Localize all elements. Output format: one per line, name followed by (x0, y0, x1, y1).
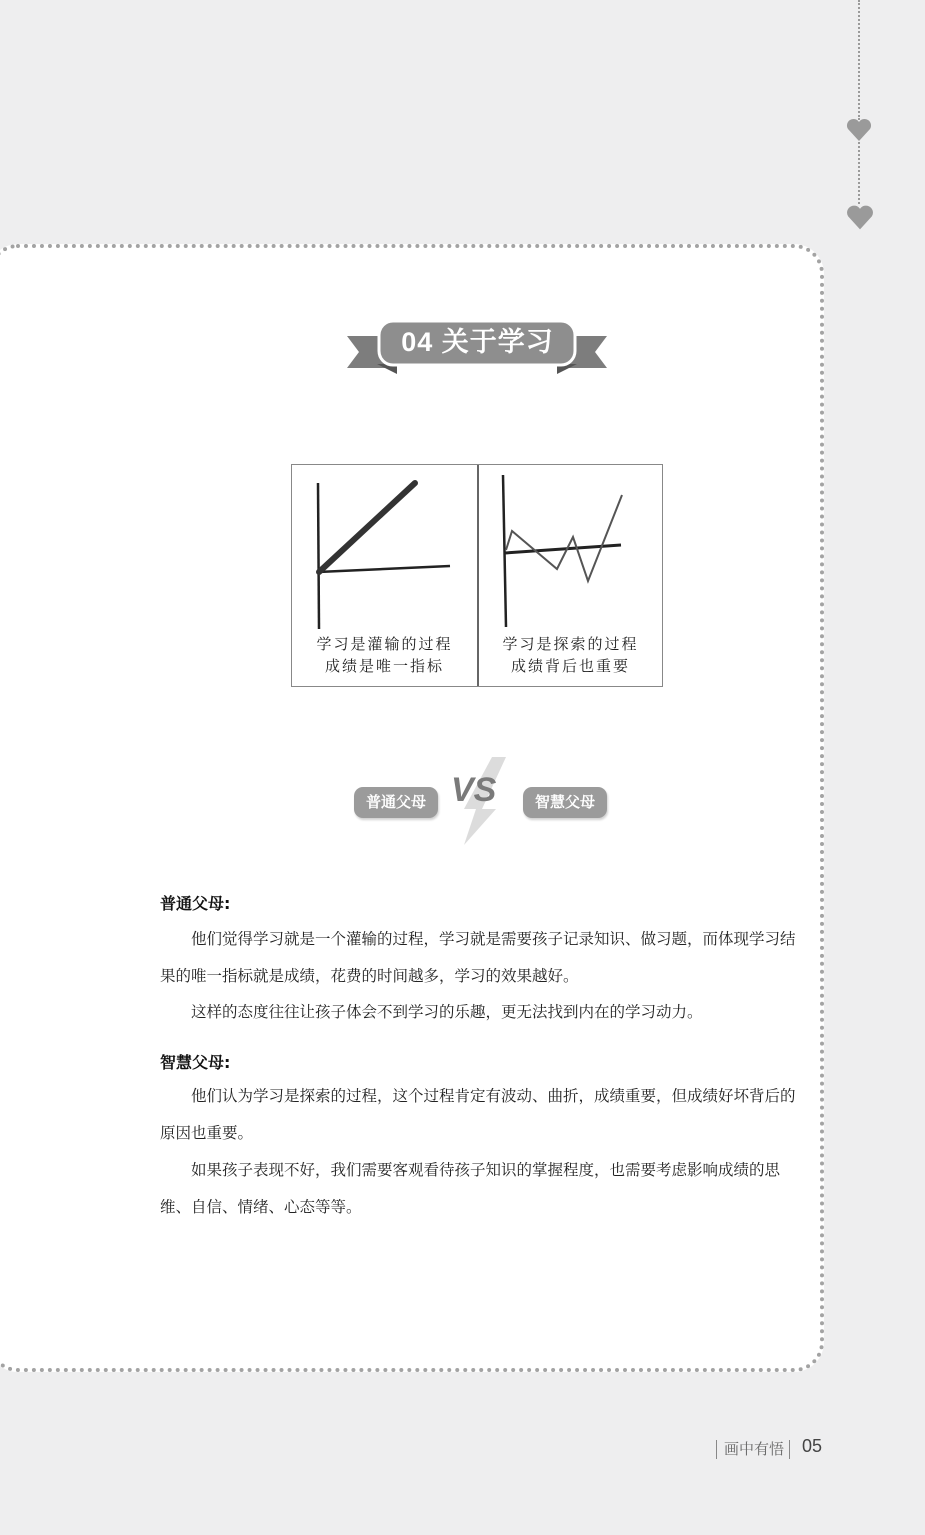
left-caption-line1: 学习是灌输的过程 (316, 635, 453, 653)
footer-book-title: 画中有悟 (724, 1440, 785, 1458)
footer-divider (716, 1440, 717, 1459)
vs-icon (448, 757, 510, 847)
paragraph: 如果孩子表现不好，我们需要客观看待孩子知识的掌握程度，也需要考虑影响成绩的思维、自信、情绪、心态等等。 (160, 1161, 781, 1216)
svg-text:VS: VS (451, 771, 497, 809)
hanging-string (858, 142, 860, 204)
paragraph: 他们觉得学习就是一个灌输的过程，学习就是需要孩子记录知识、做习题，而体现学习结果的唯一指标就是成绩，花费的时间越多，学习的效果越好。 (160, 930, 796, 985)
section-heading-wise: 智慧父母: (160, 1053, 231, 1072)
heart-icon (846, 118, 872, 142)
page-number: 05 (802, 1436, 823, 1456)
left-caption-line2: 成绩是唯一指标 (324, 657, 444, 675)
indoctrination-panel (292, 465, 479, 686)
hanging-string (858, 0, 860, 120)
ordinary-parents-badge: 普通父母 (354, 787, 438, 818)
heart-icon (846, 204, 874, 231)
wise-parents-badge: 智慧父母 (523, 787, 607, 818)
paragraph: 他们认为学习是探索的过程，这个过程肯定有波动、曲折，成绩重要，但成绩好坏背后的原因也重要。 (160, 1087, 796, 1142)
page-title: 04 关于学习 (401, 327, 554, 357)
footer-divider (789, 1440, 790, 1459)
learning-illustration (291, 464, 663, 687)
section-heading-ordinary: 普通父母: (160, 894, 231, 913)
right-caption-line2: 成绩背后也重要 (510, 657, 630, 675)
paragraph: 这样的态度往往让孩子体会不到学习的乐趣，更无法找到内在的学习动力。 (191, 1003, 703, 1021)
exploration-panel (479, 465, 662, 686)
right-caption-line1: 学习是探索的过程 (502, 635, 639, 653)
